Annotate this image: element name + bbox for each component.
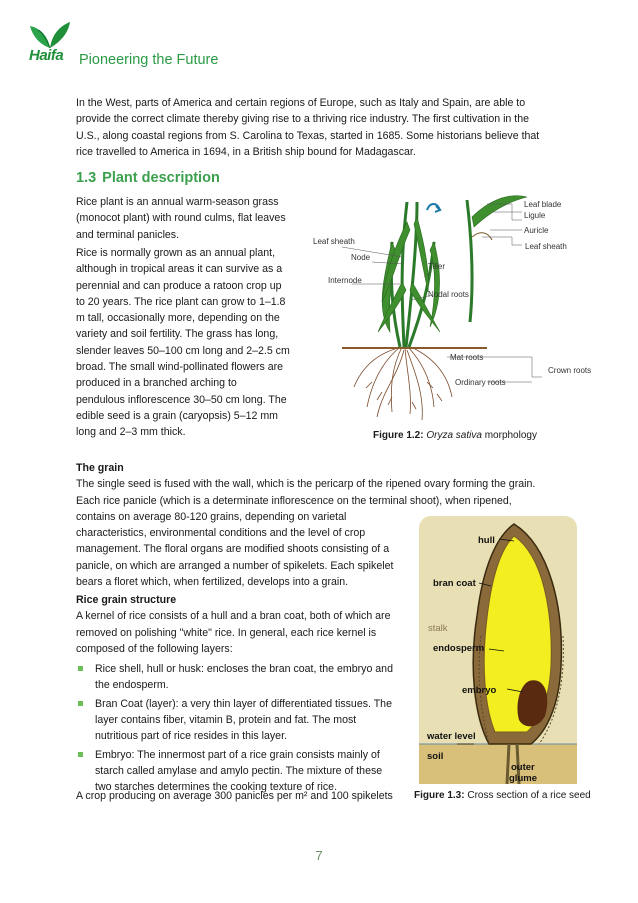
brand-logo-text: Haifa bbox=[29, 47, 64, 64]
caption-label: Figure 1.3: bbox=[414, 790, 465, 801]
header-tagline: Pioneering the Future bbox=[79, 52, 219, 68]
label-bran-coat: bran coat bbox=[433, 578, 476, 589]
bullet-line: the endosperm. bbox=[95, 679, 169, 692]
grain-line: The single seed is fused with the wall, which is the pericarp of the ripened ovary forming the grain. bbox=[76, 478, 536, 491]
bullet-line: two starches determines the cooking texture of rice. bbox=[95, 781, 338, 794]
caption-species: Oryza sativa bbox=[426, 430, 482, 441]
label-crown-roots: Crown roots bbox=[548, 366, 592, 375]
label-leaf-blade: Leaf blade bbox=[524, 200, 562, 209]
soil-band bbox=[419, 744, 577, 784]
structure-heading: Rice grain structure bbox=[76, 594, 177, 606]
grain-line: Each rice panicle (which is a determinate inflorescence on the terminal shoot), when ripened, bbox=[76, 494, 512, 507]
structure-line: composed of the following layers: bbox=[76, 642, 233, 655]
label-endosperm: endosperm bbox=[433, 643, 485, 654]
label-mat-roots: Mat roots bbox=[450, 353, 484, 362]
para-line: slender leaves 50–100 cm long and 2–2.5 cm bbox=[76, 344, 290, 357]
leaf-detail-inset bbox=[467, 196, 527, 322]
para-line: Rice is normally grown as an annual plant, bbox=[76, 247, 276, 259]
label-leaf-sheath-right: Leaf sheath bbox=[525, 242, 567, 251]
bullet-icon bbox=[78, 701, 83, 706]
intro-line: U.S., along coastal regions from S. Carolina to Texas, started in 1685. Some historians believe that bbox=[76, 129, 540, 142]
bullet-line: Rice shell, hull or husk: encloses the bran coat, the embryo and bbox=[95, 663, 393, 676]
figure-1-2-caption bbox=[373, 430, 537, 441]
section-heading bbox=[76, 170, 220, 186]
grain-structure-section bbox=[76, 592, 412, 798]
label-internode: Internode bbox=[328, 276, 362, 285]
caption-text: morphology bbox=[481, 430, 537, 441]
root-system bbox=[354, 347, 452, 420]
bullet-line: starch called amylase and amylo pectin. The mixture of these bbox=[95, 764, 383, 777]
para-line: and terminal panicles. bbox=[76, 228, 180, 241]
bullet-icon bbox=[78, 752, 83, 757]
para-line: produced in a branched arching to bbox=[76, 377, 237, 390]
grain-line: contains on average 80-120 grains, depending on varietal bbox=[76, 510, 347, 523]
haifa-leaf-logo-icon bbox=[28, 20, 72, 50]
para-line: although in tropical areas it can survive as a bbox=[76, 263, 283, 276]
label-stalk: stalk bbox=[428, 623, 448, 634]
para-line: Rice plant is an annual warm-season grass bbox=[76, 196, 279, 208]
figure-1-3-caption bbox=[414, 790, 591, 801]
caption-text: Cross section of a rice seed bbox=[464, 790, 591, 801]
label-water-level: water level bbox=[427, 731, 476, 742]
label-ligule: Ligule bbox=[524, 211, 546, 220]
list-item bbox=[76, 696, 412, 745]
bullet-line: nutritious part of rice resides in this layer. bbox=[95, 730, 287, 743]
grain-line: panicle, on which are arranged a number of spikelets. Each spikelet bbox=[76, 559, 394, 572]
label-tiller: Tiller bbox=[428, 262, 446, 271]
bullet-icon bbox=[78, 666, 83, 671]
bullet-line: Embryo: The innermost part of a rice grain consists mainly of bbox=[95, 748, 380, 761]
label-embryo: embryo bbox=[462, 685, 497, 696]
grain-line: bears a floret which, when fertilized, develops into a grain. bbox=[76, 576, 349, 589]
closing-line: A crop producing on average 300 panicles per m² and 100 spikelets bbox=[76, 790, 393, 802]
layer-list bbox=[76, 661, 412, 795]
page-number: 7 bbox=[315, 848, 323, 863]
section-number: 1.3 bbox=[76, 170, 97, 186]
label-ordinary-roots: Ordinary roots bbox=[455, 378, 506, 387]
list-item bbox=[76, 661, 412, 694]
intro-line: rice travelled to America in 1694, in a British ship bound for Madagascar. bbox=[76, 145, 416, 158]
label-outer: outer bbox=[511, 762, 535, 773]
para-line: broad. The small wind-pollinated flowers are bbox=[76, 361, 284, 374]
plant-description-para1 bbox=[76, 194, 314, 243]
bullet-line: Bran Coat (layer): a very thin layer of differentiated tissues. The bbox=[95, 697, 392, 710]
grain-line: characteristics, environmental conditions and the level of crop bbox=[76, 527, 366, 540]
para-line: perennial and can produce a ratoon crop up bbox=[76, 279, 282, 292]
para-line: m tall, occasionally more, depending on the bbox=[76, 312, 280, 325]
structure-line: removed on polishing "white" rice. In general, each rice kernel is bbox=[76, 626, 377, 639]
section-title: Plant description bbox=[102, 170, 220, 186]
grain-line: management. The floral organs are modified shoots consisting of a bbox=[76, 543, 390, 556]
intro-line: In the West, parts of America and certain regions of Europe, such as Italy and Spain, are able to bbox=[76, 97, 526, 109]
para-line: variety and soil fertility. The grass has long, bbox=[76, 328, 279, 341]
intro-line: provide the correct climate thereby giving rise to a thriving rice industry. The first cultivation in the bbox=[76, 113, 529, 126]
structure-line: A kernel of rice consists of a hull and a bran coat, both of which are bbox=[76, 610, 391, 623]
label-leaf-sheath-left: Leaf sheath bbox=[313, 237, 355, 246]
para-line: long and 2–3 mm thick. bbox=[76, 426, 186, 439]
caption-label: Figure 1.2: bbox=[373, 430, 424, 441]
intro-paragraph bbox=[76, 95, 576, 160]
label-glume: glume bbox=[509, 773, 537, 784]
label-nodal-roots: Nodal roots bbox=[428, 290, 469, 299]
grain-heading: The grain bbox=[76, 462, 124, 474]
label-soil: soil bbox=[427, 751, 444, 762]
label-hull: hull bbox=[478, 535, 495, 546]
para-line: to 20 years. The rice plant can grow to 1–1.8 bbox=[76, 295, 286, 308]
label-node: Node bbox=[351, 253, 371, 262]
rice-plant-morphology-illustration bbox=[312, 182, 600, 427]
para-line: pendulous inflorescence 30–50 cm long. The bbox=[76, 393, 287, 406]
label-auricle: Auricle bbox=[524, 226, 549, 235]
para-line: (monocot plant) with round culms, flat leaves bbox=[76, 212, 286, 225]
para-line: edible seed is a grain (caryopsis) 5–12 mm bbox=[76, 409, 278, 422]
bullet-line: layer contains fiber, vitamin B, protein and fat. The most bbox=[95, 714, 357, 727]
plant-description-para2 bbox=[76, 245, 314, 441]
